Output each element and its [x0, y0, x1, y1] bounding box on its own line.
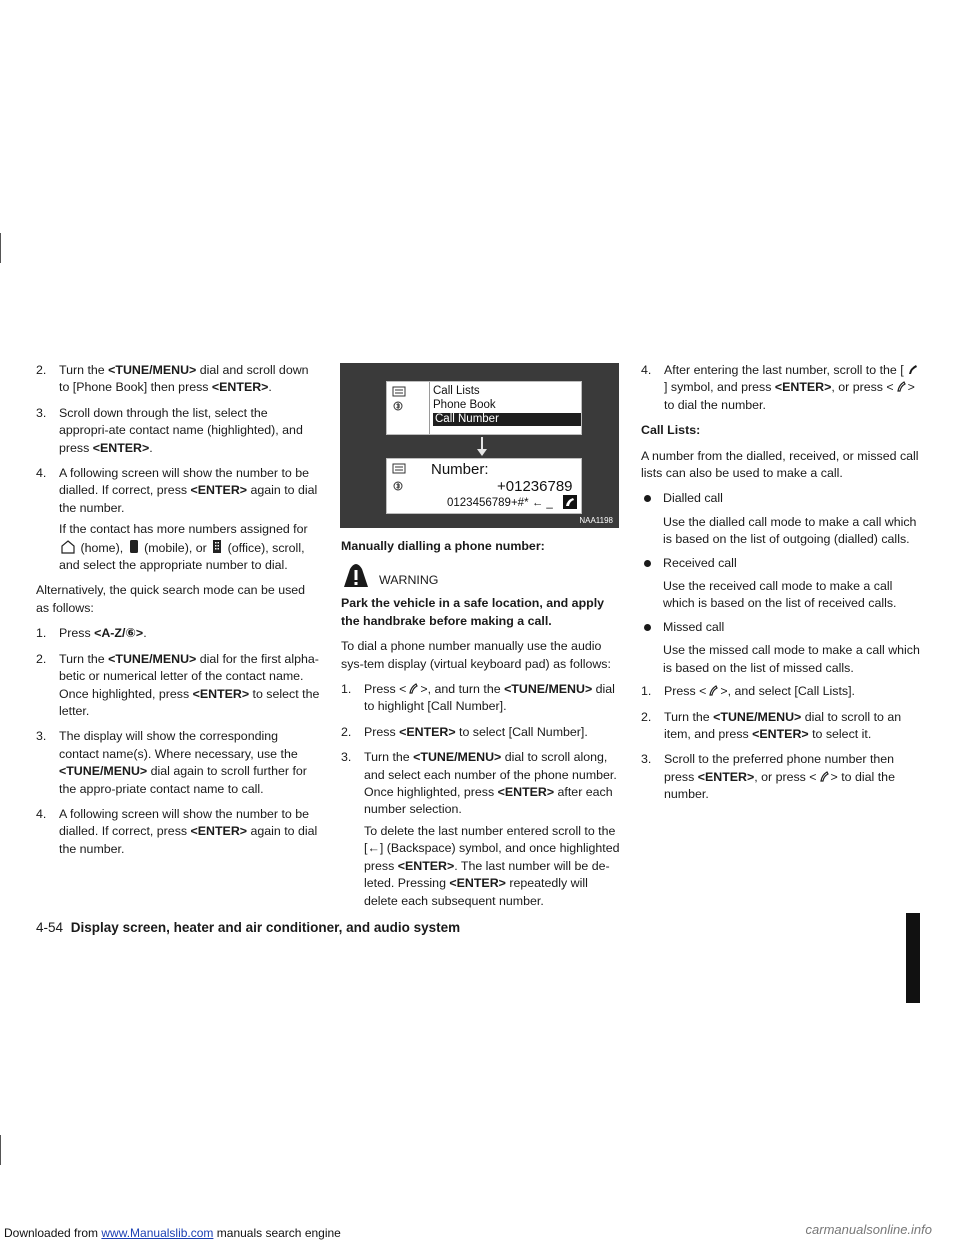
manual-step-3-note: To delete the last number entered scroll to the [←] (Backspace) symbol, and once highlighted press <ENTER>. The last number will be de-leted. Pressing <ENTER> repeatedly will delete each subsequent number. — [364, 823, 620, 908]
quick-step-4: 4. A following screen will show the number to be dialled. If correct, press <ENTER> again to dial the number. — [36, 806, 318, 856]
page-number: 4-54 — [36, 920, 64, 935]
quick-step-2: 2. Turn the <TUNE/MENU> dial for the first alpha-betic or numerical letter of the contact name. Once highlighted, press <ENTER> to select the letter. — [36, 651, 320, 718]
signal-icon — [392, 386, 406, 398]
column-2 — [341, 538, 621, 918]
manual-step-4: 4. After entering the last number, scroll to the [] symbol, and press <ENTER>, or press < > to dial the number. — [641, 362, 925, 414]
mobile-icon — [129, 539, 139, 554]
display-figure — [340, 363, 619, 528]
bluetooth-icon — [393, 401, 403, 411]
manual-dial-heading: Manually dialling a phone number: — [341, 539, 545, 553]
phone-icon — [819, 771, 829, 783]
download-banner: Downloaded from www.Manualslib.com manuals search engine — [4, 1226, 341, 1240]
bullet-dialled-call: Dialled call Use the dialled call mode to make a call which is based on the list of outgoing (dialled) calls. — [641, 490, 925, 548]
phone-icon — [896, 381, 906, 393]
watermark-logo: carmanualsonline.info — [805, 1222, 932, 1237]
call-lists-step-1: 1. Press < >, and select [Call Lists]. — [641, 684, 855, 699]
crop-mark — [0, 233, 1, 263]
bullet-received-call: Received call Use the received call mode to make a call which is based on the list of received calls. — [641, 555, 925, 613]
phone-icon — [408, 683, 418, 695]
section-title: Display screen, heater and air conditioner, and audio system — [70, 920, 461, 935]
manual-step-2: 2. Press <ENTER> to select [Call Number]. — [341, 724, 588, 739]
menu-screen — [386, 381, 582, 435]
warning-text: Park the vehicle in a safe location, and apply the handbrake before making a call. — [341, 596, 605, 628]
figure-code: NAA1198 — [579, 516, 613, 525]
bluetooth-icon — [393, 481, 403, 491]
virtual-keypad: 0123456789+#* ← _ — [447, 497, 553, 509]
warning-block — [341, 563, 621, 589]
column-1 — [36, 362, 320, 866]
number-screen — [386, 458, 582, 514]
phone-icon — [708, 685, 718, 697]
home-icon — [61, 540, 75, 554]
bullet-missed-call: Missed call Use the missed call mode to make a call which is based on the list of missed calls. — [641, 619, 925, 677]
menu-item-call-lists: Call Lists — [433, 385, 480, 397]
column-3 — [641, 362, 925, 812]
menu-item-call-number: Call Number — [433, 413, 581, 426]
call-lists-intro: A number from the dialled, received, or missed call lists can also be used to make a call. — [641, 448, 919, 481]
dial-key-icon — [563, 495, 577, 509]
manualslib-link[interactable]: www.Manualslib.com — [101, 1226, 214, 1240]
step-2: 2. Turn the <TUNE/MENU> dial and scroll down to [Phone Book] then press <ENTER>. — [36, 363, 309, 395]
number-label: Number: — [431, 461, 489, 478]
office-icon — [212, 539, 222, 554]
crop-mark — [0, 1135, 1, 1165]
section-tab-marker — [906, 913, 920, 1003]
menu-item-phone-book: Phone Book — [433, 399, 496, 411]
number-value: +01236789 — [497, 478, 573, 495]
step-4-note: If the contact has more numbers assigned for (home), (mobile), or (office), scroll, and select the appropriate number to dial. — [59, 522, 308, 573]
signal-icon — [392, 463, 406, 475]
phone-icon — [906, 364, 920, 376]
alt-paragraph: Alternatively, the quick search mode can be used as follows: — [36, 583, 306, 615]
quick-step-3: 3. The display will show the corresponding contact name(s). Where necessary, use the <TUNE/MENU> dial again to scroll further for the appro-priate contact name to call. — [36, 729, 307, 796]
quick-step-1: 1. Press <A-Z/⑥>. — [36, 626, 147, 641]
manual-step-3: 3. Turn the <TUNE/MENU> dial to scroll along, and select each number of the phone number. Once highlighted, press <ENTER> after each number selection. To delete the last number entered scroll to the [←] (Backspace) symbol, and once highlighted press <ENTER>. The last number will be de-leted. Pressing <ENTER> repeatedly will delete each subsequent number. — [341, 749, 621, 910]
step-4: 4. A following screen will show the number to be dialled. If correct, press <ENTER> again to dial the number. If the contact has more numbers assigned for (home), (mobile), or (office), scroll, and select the appropriate number to dial. — [36, 465, 320, 574]
page-footer — [36, 920, 460, 935]
call-lists-step-3: 3. Scroll to the preferred phone number then press <ENTER>, or press < > to dial the number. — [641, 752, 895, 802]
manual-step-1: 1. Press < >, and turn the <TUNE/MENU> dial to highlight [Call Number]. — [341, 682, 615, 714]
step-3: 3. Scroll down through the list, select the appropri-ate contact name (highlighted), and press <ENTER>. — [36, 405, 303, 455]
call-lists-step-2: 2. Turn the <TUNE/MENU> dial to scroll to an item, and press <ENTER> to select it. — [641, 709, 902, 741]
call-lists-heading: Call Lists: — [641, 423, 701, 438]
manual-intro: To dial a phone number manually use the audio sys-tem display (virtual keyboard pad) as follows: — [341, 639, 611, 671]
warning-label: WARNING — [379, 573, 439, 587]
warning-icon — [341, 563, 371, 589]
